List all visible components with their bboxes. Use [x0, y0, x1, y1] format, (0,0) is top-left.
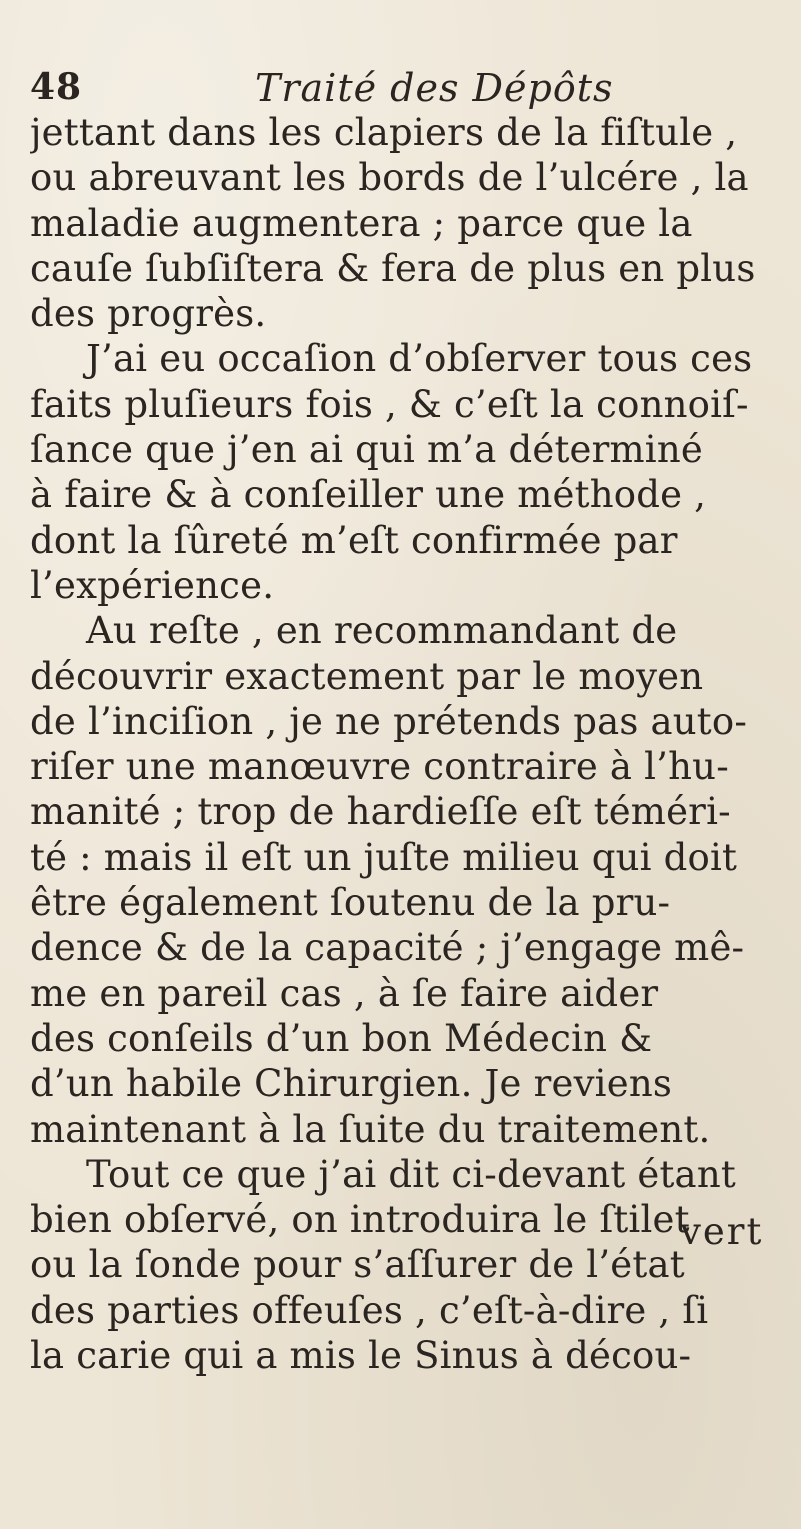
paragraph-start-line: J’ai eu occaſion d’obſerver tous ces	[86, 337, 753, 381]
text-line: des parties offeuſes , c’eſt-à-dire , ſi	[30, 1288, 709, 1332]
text-line: être également ſoutenu de la pru-	[30, 881, 671, 925]
text-line: découvrir exactement par le moyen	[30, 654, 704, 698]
text-line: la carie qui a mis le Sinus à décou-	[30, 1334, 692, 1378]
text-line: à faire & à conſeiller une méthode ,	[30, 473, 707, 517]
text-line: jettant dans les clapiers de la fiſtule ,	[30, 111, 738, 154]
text-line: de l’inciſion , je ne prétends pas auto-	[30, 699, 748, 743]
paragraph-start-line: Au reſte , en recommandant de	[86, 609, 678, 653]
text-line: dence & de la capacité ; j’engage mê-	[30, 926, 745, 970]
paragraph-start-line: Tout ce que j’ai dit ci-devant étant	[86, 1152, 736, 1196]
text-line: riſer une manœuvre contraire à l’hu-	[30, 745, 729, 789]
text-line: des conſeils d’un bon Médecin &	[30, 1016, 653, 1060]
text-line: faits pluſieurs fois , & c’eſt la connoiſ-	[30, 382, 749, 426]
text-line: maintenant à la ſuite du traitement.	[30, 1107, 711, 1151]
body-text	[30, 110, 800, 1378]
text-line: cauſe ſubſiſtera & fera de plus en plus	[30, 246, 756, 290]
page-number: 48	[30, 66, 83, 108]
running-title: Traité des Dépôts	[255, 66, 614, 110]
catchword: vert	[680, 1210, 764, 1253]
text-line: ou la ſonde pour s’aſſurer de l’état	[30, 1243, 685, 1287]
text-line: l’expérience.	[30, 563, 275, 607]
text-line: ſance que j’en ai qui m’a déterminé	[30, 428, 703, 472]
text-line: manité ; trop de hardieſſe eſt téméri-	[30, 790, 731, 834]
text-line: ou abreuvant les bords de l’ulcére , la	[30, 156, 749, 200]
text-line: d’un habile Chirurgien. Je reviens	[30, 1062, 673, 1106]
text-line: me en pareil cas , à ſe faire aider	[30, 971, 659, 1015]
text-line: dont la ſûreté m’eſt confirmée par	[30, 518, 678, 562]
page-header	[30, 66, 770, 116]
text-line: té : mais il eſt un juſte milieu qui doit	[30, 835, 738, 879]
text-line: des progrès.	[30, 292, 267, 336]
text-line: bien obſervé, on introduira le ſtilet	[30, 1198, 690, 1242]
text-line: maladie augmentera ; parce que la	[30, 201, 693, 245]
